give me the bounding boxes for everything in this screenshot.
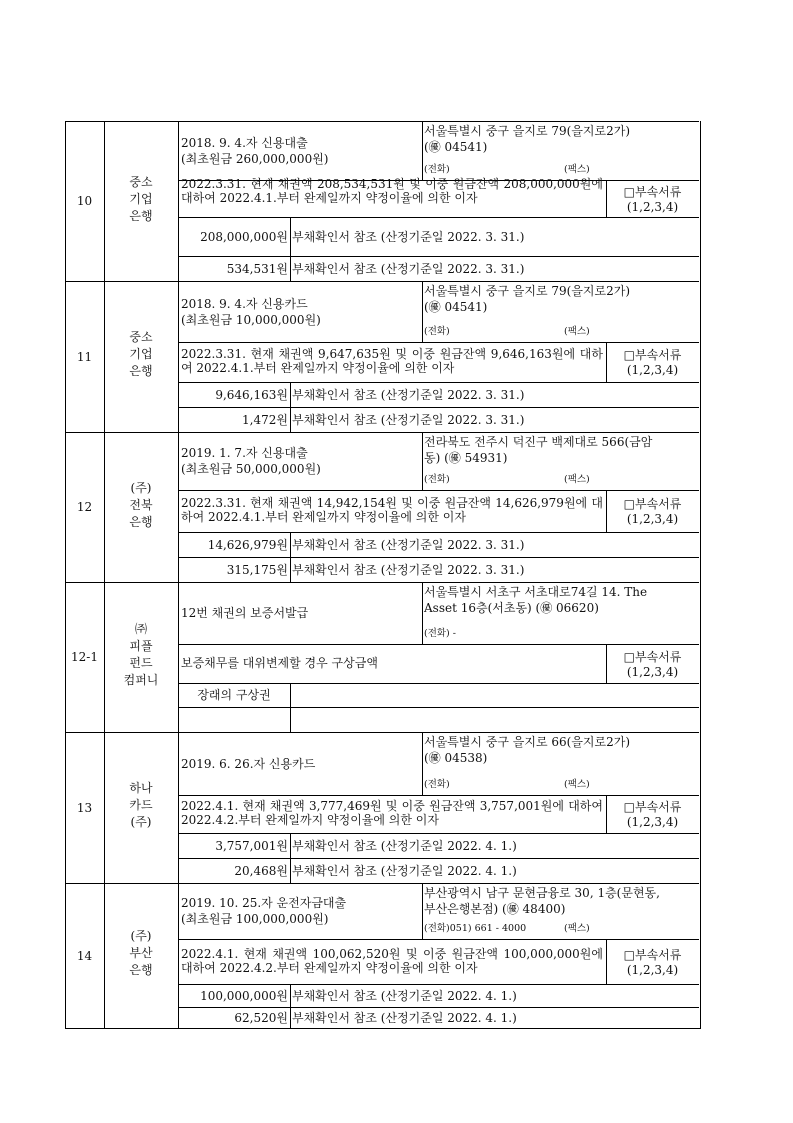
amount-note: 부채확인서 참조 (산정기준일 2022. 3. 31.) (292, 261, 525, 276)
creditor-address: 서울특별시 중구 을지로 79(을지로2가) (424, 284, 631, 298)
claim-origin: 2018. 9. 4.자 신용대출 (181, 135, 308, 150)
attachment-checkbox: □부속서류 (623, 649, 682, 664)
row-divider (178, 382, 699, 383)
claim-detail: 2022.4.1. 현재 채권액 100,062,520원 및 이중 원금잔액 100,000,000원에 대하여 2022.4.2.부터 완제일까지 약정이율에 의한 이자 (181, 946, 603, 975)
creditor-number: 10 (76, 194, 93, 208)
creditor-name: (주) 전북 은행 (129, 480, 153, 529)
column-divider (422, 732, 423, 795)
amount-note: 부채확인서 참조 (산정기준일 2022. 3. 31.) (292, 412, 525, 427)
column-divider (290, 217, 291, 281)
claim-amount: 14,626,979원 (207, 537, 288, 552)
amount-note: 부채확인서 참조 (산정기준일 2022. 4. 1.) (292, 988, 517, 1003)
creditor-address: 서울특별시 중구 을지로 79(을지로2가) (424, 124, 631, 138)
creditor-name: 하나 카드 (주) (129, 781, 153, 829)
creditor-address: 서울특별시 서초구 서초대로74길 14. The (424, 585, 648, 599)
row-divider (178, 683, 699, 684)
creditor-number: 14 (76, 948, 93, 963)
claim-amount: 20,468원 (234, 863, 288, 878)
claim-amount: 100,000,000원 (200, 988, 288, 1003)
claim-principal: (최초원금 260,000,000원) (181, 151, 329, 166)
row-divider (178, 644, 699, 645)
claim-origin: 12번 채권의 보증서발급 (181, 606, 309, 620)
claim-amount: 3,757,001원 (215, 838, 288, 853)
row-divider (65, 432, 699, 433)
row-divider (178, 833, 699, 834)
claim-detail: 2022.3.31. 현재 채권액 14,942,154원 및 이중 원금잔액 14,626,979원에 대하여 2022.4.1.부터 완제일까지 약정이율에 의한 이자 (181, 496, 603, 524)
column-divider (606, 939, 607, 984)
amount-note: 부채확인서 참조 (산정기준일 2022. 3. 31.) (292, 537, 525, 552)
creditor-address-postal: (㊝ 04541) (424, 140, 488, 154)
creditor-name: 중소 기업 은행 (129, 330, 153, 378)
row-divider (65, 883, 699, 884)
column-divider (178, 432, 179, 582)
row-divider (178, 557, 699, 558)
claim-amount: 534,531원 (226, 261, 288, 276)
phone-label: (전화) (424, 779, 450, 790)
amount-note: 부채확인서 참조 (산정기준일 2022. 4. 1.) (292, 863, 517, 878)
attachment-list: (1,2,3,4) (626, 664, 679, 679)
creditor-address-postal: 동) (㊝ 54931) (424, 451, 508, 465)
attachment-list: (1,2,3,4) (626, 199, 679, 214)
row-divider (178, 407, 699, 408)
row-divider (178, 532, 699, 533)
claim-amount: 315,175원 (226, 562, 288, 577)
column-divider (422, 432, 423, 490)
row-divider (178, 984, 699, 985)
amount-note: 부채확인서 참조 (산정기준일 2022. 4. 1.) (292, 838, 517, 853)
row-divider (178, 490, 699, 491)
fax-label: (팩스) (564, 923, 590, 934)
claim-amount: 9,646,163원 (215, 387, 288, 402)
row-divider (178, 217, 699, 218)
attachment-checkbox: □부속서류 (623, 348, 682, 362)
column-divider (178, 281, 179, 432)
fax-label: (팩스) (564, 164, 590, 175)
claim-detail: 2022.3.31. 현재 채권액 208,534,531원 및 이중 원금잔액 208,000,000원에 대하여 2022.4.1.부터 완제일까지 약정이율에 의한 이자 (181, 176, 603, 205)
column-divider (178, 732, 179, 883)
claim-amount: 62,520원 (234, 1010, 288, 1025)
attachment-list: (1,2,3,4) (626, 962, 679, 977)
column-divider (178, 582, 179, 732)
fax-label: (팩스) (564, 326, 590, 337)
creditor-address-postal: 부산은행본점) (㊝ 48400) (424, 902, 566, 916)
creditor-address-postal: (㊝ 04541) (424, 300, 488, 314)
claim-origin: 2019. 6. 26.자 신용카드 (181, 756, 316, 771)
claim-amount: 208,000,000원 (200, 229, 288, 244)
creditor-name: (주) 부산 은행 (129, 929, 153, 977)
phone-label: (전화) (424, 164, 450, 175)
attachment-checkbox: □부속서류 (623, 184, 682, 199)
row-divider (178, 707, 699, 708)
creditor-address-postal: (㊝ 04538) (424, 751, 488, 765)
row-divider (178, 795, 699, 796)
row-divider (178, 939, 699, 940)
column-divider (422, 883, 423, 939)
phone-label: (전화) - (424, 628, 456, 639)
creditor-name: ㈜ 피플 펀드 컴퍼니 (123, 622, 159, 687)
row-divider (178, 858, 699, 859)
row-divider (65, 121, 699, 122)
row-divider (178, 256, 699, 257)
attachment-list: (1,2,3,4) (626, 815, 679, 829)
row-divider (65, 281, 699, 282)
fax-label: (팩스) (564, 779, 590, 790)
fax-label: (팩스) (564, 474, 590, 485)
creditor-address: 전라북도 전주시 덕진구 백제대로 566(금암 (424, 435, 653, 449)
amount-note: 부채확인서 참조 (산정기준일 2022. 3. 31.) (292, 229, 525, 244)
attachment-checkbox: □부속서류 (623, 947, 682, 962)
column-divider (290, 984, 291, 1028)
column-divider (422, 582, 423, 644)
creditor-address-postal: Asset 16층(서초동) (㊝ 06620) (424, 601, 599, 615)
creditor-number: 11 (76, 349, 93, 364)
row-divider (65, 582, 699, 583)
phone-label: (전화) (424, 474, 450, 485)
future-recourse-label: 장래의 구상권 (197, 688, 271, 702)
creditor-number: 12-1 (71, 650, 98, 664)
claim-principal: (최초원금 10,000,000원) (181, 312, 321, 327)
creditor-address: 부산광역시 남구 문현금융로 30, 1층(문현동, (424, 886, 660, 900)
claim-detail: 2022.3.31. 현재 채권액 9,647,635원 및 이중 원금잔액 9,646,163원에 대하여 2022.4.1.부터 완제일까지 약정이율에 의한 이자 (181, 347, 603, 375)
claim-origin: 2019. 10. 25.자 운전자금대출 (181, 896, 347, 910)
phone-label: (전화) (424, 326, 450, 337)
attachment-list: (1,2,3,4) (626, 363, 679, 377)
column-divider (422, 281, 423, 342)
attachment-checkbox: □부속서류 (623, 800, 682, 814)
attachment-list: (1,2,3,4) (626, 512, 679, 526)
creditor-name: 중소 기업 은행 (129, 174, 153, 223)
attachment-checkbox: □부속서류 (623, 497, 682, 511)
column-divider (422, 121, 423, 180)
column-divider (178, 121, 179, 281)
row-divider (178, 342, 699, 343)
claim-amount: 1,472원 (242, 412, 288, 427)
amount-note: 부채확인서 참조 (산정기준일 2022. 3. 31.) (292, 387, 525, 402)
creditor-number: 13 (76, 800, 93, 815)
claim-principal: (최초원금 100,000,000원) (181, 912, 329, 926)
claim-origin: 2018. 9. 4.자 신용카드 (181, 296, 308, 311)
claim-origin: 2019. 1. 7.자 신용대출 (181, 446, 308, 460)
creditor-address: 서울특별시 중구 을지로 66(을지로2가) (424, 735, 631, 749)
claim-principal: (최초원금 50,000,000원) (181, 462, 321, 476)
claim-detail: 2022.4.1. 현재 채권액 3,777,469원 및 이중 원금잔액 3,757,001원에 대하여 2022.4.2.부터 완제일까지 약정이율에 의한 이자 (181, 799, 603, 827)
row-divider (65, 732, 699, 733)
claim-detail: 보증채무를 대위변제할 경우 구상금액 (181, 655, 378, 670)
row-divider (178, 1007, 699, 1008)
amount-note: 부채확인서 참조 (산정기준일 2022. 4. 1.) (292, 1010, 517, 1025)
amount-note: 부채확인서 참조 (산정기준일 2022. 3. 31.) (292, 562, 525, 577)
phone-label: (전화)051) 661 - 4000 (424, 923, 527, 934)
creditor-number: 12 (76, 500, 93, 514)
